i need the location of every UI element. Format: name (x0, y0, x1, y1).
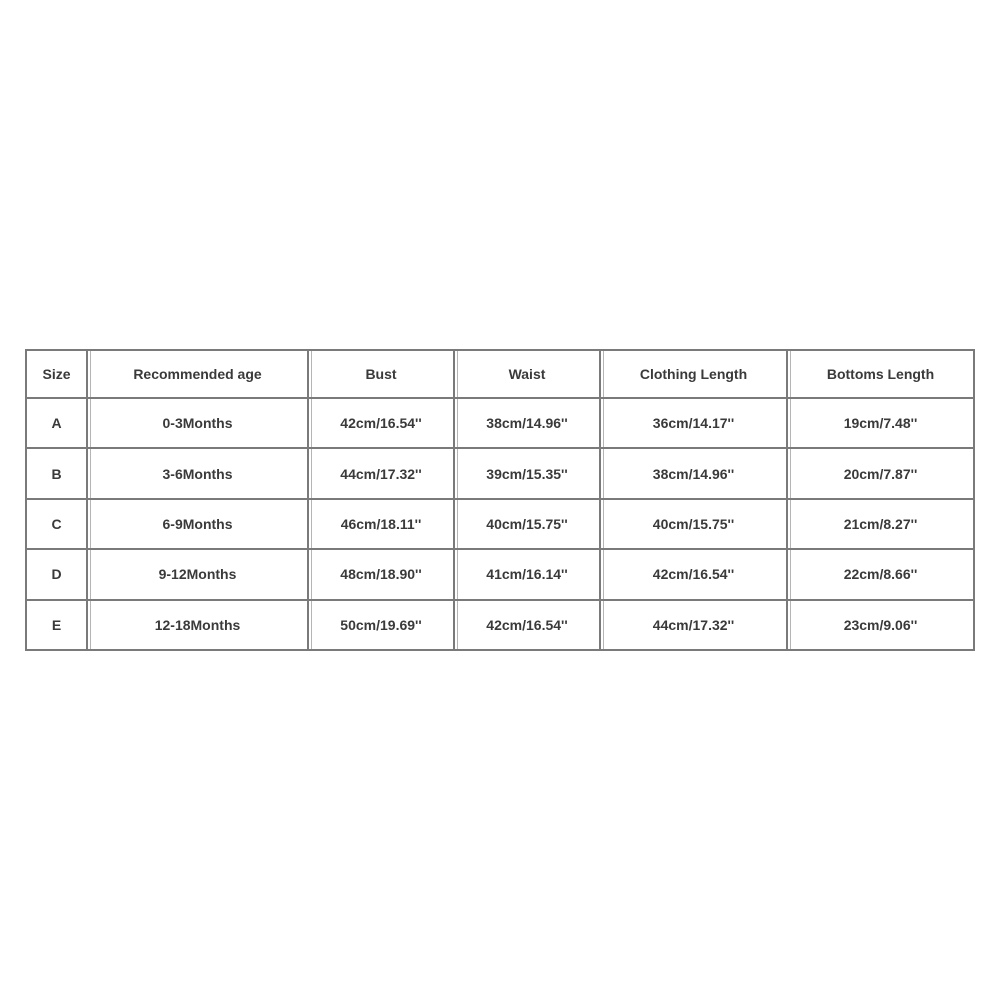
cell-size: C (27, 500, 88, 550)
cell-clothing-length: 38cm/14.96'' (601, 449, 788, 499)
cell-recommended-age: 9-12Months (88, 550, 309, 600)
header-recommended-age: Recommended age (88, 351, 309, 399)
cell-bottoms-length: 23cm/9.06'' (788, 601, 975, 651)
header-waist: Waist (455, 351, 601, 399)
cell-waist: 39cm/15.35'' (455, 449, 601, 499)
cell-recommended-age: 0-3Months (88, 399, 309, 449)
cell-size: B (27, 449, 88, 499)
cell-waist: 41cm/16.14'' (455, 550, 601, 600)
size-chart-body (27, 399, 975, 651)
cell-clothing-length: 44cm/17.32'' (601, 601, 788, 651)
cell-clothing-length: 42cm/16.54'' (601, 550, 788, 600)
cell-bust: 42cm/16.54'' (309, 399, 455, 449)
size-chart-table (25, 349, 975, 651)
cell-bust: 48cm/18.90'' (309, 550, 455, 600)
cell-bottoms-length: 21cm/8.27'' (788, 500, 975, 550)
table-row (27, 399, 975, 449)
cell-size: E (27, 601, 88, 651)
cell-recommended-age: 6-9Months (88, 500, 309, 550)
table-row (27, 449, 975, 499)
cell-bottoms-length: 19cm/7.48'' (788, 399, 975, 449)
cell-size: D (27, 550, 88, 600)
cell-waist: 40cm/15.75'' (455, 500, 601, 550)
cell-waist: 38cm/14.96'' (455, 399, 601, 449)
cell-waist: 42cm/16.54'' (455, 601, 601, 651)
table-row (27, 601, 975, 651)
header-bottoms-length: Bottoms Length (788, 351, 975, 399)
table-row (27, 550, 975, 600)
cell-bottoms-length: 22cm/8.66'' (788, 550, 975, 600)
cell-bust: 44cm/17.32'' (309, 449, 455, 499)
size-chart-header (27, 351, 975, 399)
cell-bust: 50cm/19.69'' (309, 601, 455, 651)
header-clothing-length: Clothing Length (601, 351, 788, 399)
header-size: Size (27, 351, 88, 399)
table-row (27, 500, 975, 550)
header-row (27, 351, 975, 399)
cell-bottoms-length: 20cm/7.87'' (788, 449, 975, 499)
cell-bust: 46cm/18.11'' (309, 500, 455, 550)
header-bust: Bust (309, 351, 455, 399)
cell-recommended-age: 12-18Months (88, 601, 309, 651)
cell-clothing-length: 36cm/14.17'' (601, 399, 788, 449)
cell-size: A (27, 399, 88, 449)
cell-clothing-length: 40cm/15.75'' (601, 500, 788, 550)
cell-recommended-age: 3-6Months (88, 449, 309, 499)
